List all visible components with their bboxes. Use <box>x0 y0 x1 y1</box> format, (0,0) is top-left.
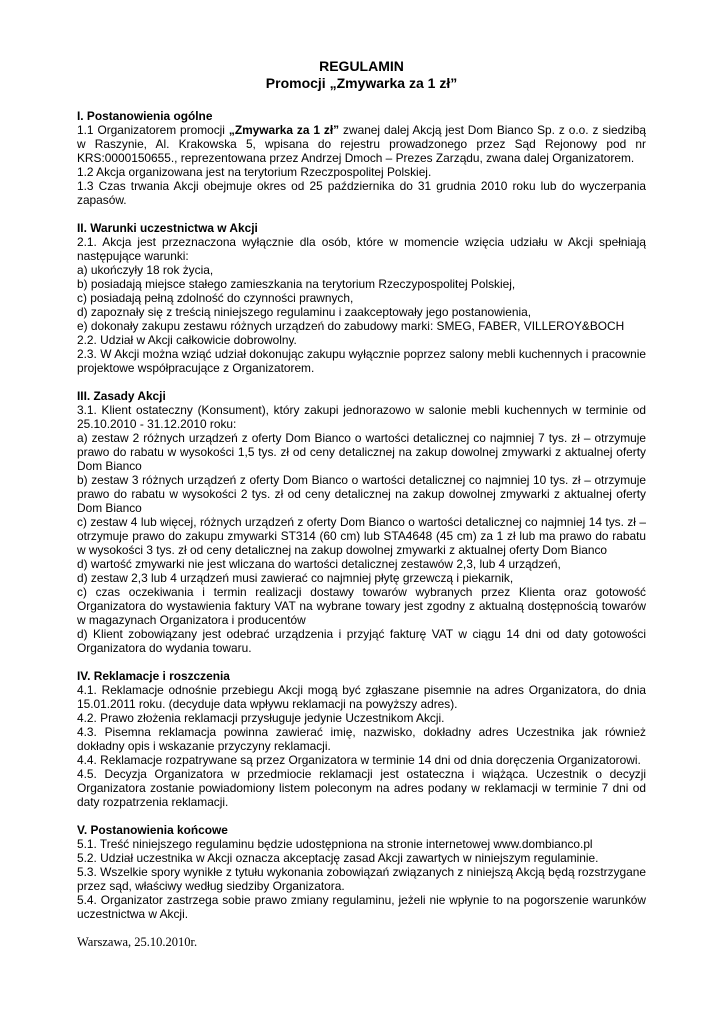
paragraph-1-1 <box>77 123 646 165</box>
section-heading: II. Warunki uczestnictwa w Akcji <box>77 221 258 235</box>
document-title-block <box>77 58 646 92</box>
list-item-e: e) dokonały zakupu zestawu różnych urządzeń do zabudowy marki: SMEG, FABER, VILLEROY&BOCH <box>77 319 625 333</box>
section-heading: IV. Reklamacje i roszczenia <box>77 669 230 683</box>
list-item-a: a) zestaw 2 różnych urządzeń z oferty Dom Bianco o wartości detalicznej co najmniej 7 tys. zł – otrzymuje prawo do rabatu w wysokości 1,5 tys. zł od ceny detalicznej na zakup dowolnej zmywarki z aktualnej oferty Dom Bianco <box>77 431 646 473</box>
paragraph-5-2: 5.2. Udział uczestnika w Akcji oznacza akceptację zasad Akcji zawartych w niniejszym regulaminie. <box>77 851 599 865</box>
list-item-d: d) wartość zmywarki nie jest wliczana do wartości detalicznej zestawów 2,3, lub 4 urządzeń, <box>77 557 561 571</box>
paragraph-5-4: 5.4. Organizator zastrzega sobie prawo zmiany regulaminu, jeżeli nie wpłynie to na pogorszenie warunków uczestnictwa w Akcji. <box>77 893 646 921</box>
paragraph-1-2: 1.2 Akcja organizowana jest na terytorium Rzeczpospolitej Polskiej. <box>77 165 432 179</box>
paragraph-4-4: 4.4. Reklamacje rozpatrywane są przez Organizatora w terminie 14 dni od dnia doręczenia Organizatorowi. <box>77 753 641 767</box>
list-item-d: d) zestaw 2,3 lub 4 urządzeń musi zawierać co najmniej płytę grzewczą i piekarnik, <box>77 571 514 585</box>
paragraph-2-3: 2.3. W Akcji można wziąć udział dokonując zakupu wyłącznie poprzez salony mebli kuchennych i pracownie projektowe współpracujące z Organizatorem. <box>77 347 646 375</box>
section-final-provisions <box>77 823 646 921</box>
paragraph-text: 1.1 Organizatorem promocji <box>77 123 229 137</box>
list-item-c: c) posiadają pełną zdolność do czynności prawnych, <box>77 291 354 305</box>
section-participation-conditions <box>77 221 646 375</box>
section-heading: III. Zasady Akcji <box>77 389 166 403</box>
paragraph-2-1: 2.1. Akcja jest przeznaczona wyłącznie dla osób, które w momencie wzięcia udziału w Akcji spełniają następujące warunki: <box>77 235 646 263</box>
list-item-a: a) ukończyły 18 rok życia, <box>77 263 214 277</box>
paragraph-5-3: 5.3. Wszelkie spory wynikłe z tytułu wykonania zobowiązań związanych z niniejszą Akcją będą rozstrzygane przez sąd, właściwy według siedziby Organizatora. <box>77 865 646 893</box>
paragraph-4-3: 4.3. Pisemna reklamacja powinna zawierać imię, nazwisko, dokładny adres Uczestnika jak również dokładny opis i wskazanie przyczyny reklamacji. <box>77 725 646 753</box>
section-heading: V. Postanowienia końcowe <box>77 823 228 837</box>
paragraph-2-2: 2.2. Udział w Akcji całkowicie dobrowolny. <box>77 333 297 347</box>
section-heading: I. Postanowienia ogólne <box>77 109 213 123</box>
paragraph-3-1: 3.1. Klient ostateczny (Konsument), który zakupi jednorazowo w salonie mebli kuchennych w terminie od 25.10.2010 - 31.12.2010 roku: <box>77 403 646 431</box>
list-item-c: c) zestaw 4 lub więcej, różnych urządzeń z oferty Dom Bianco o wartości detalicznej co najmniej 14 tys. zł – otrzymuje prawo do zakupu zmywarki ST314 (60 cm) lub STA4648 (45 cm) za 1 zł lub ma prawo do rabatu w wysokości 3 tys. zł od ceny detalicznej na zakup dowolnej zmywarki z aktualnej oferty Dom Bianco <box>77 515 646 557</box>
document-page <box>77 58 646 949</box>
list-item-d: d) Klient zobowiązany jest odebrać urządzenia i przyjąć fakturę VAT w ciągu 14 dni od daty gotowości Organizatora do wydania towaru. <box>77 627 646 655</box>
document-title: REGULAMIN <box>319 58 404 74</box>
document-subtitle: Promocji „Zmywarka za 1 zł” <box>265 75 458 91</box>
section-general-provisions <box>77 109 646 207</box>
paragraph-5-1: 5.1. Treść niniejszego regulaminu będzie udostępniona na stronie internetowej www.dombianco.pl <box>77 837 593 851</box>
promotion-name: „Zmywarka za 1 zł” <box>228 123 340 137</box>
paragraph-4-5: 4.5. Decyzja Organizatora w przedmiocie reklamacji jest ostateczna i wiążąca. Uczestnik o decyzji Organizatora zostanie powiadomiony listem poleconym na adres podany w reklamacji w terminie 7 dni od daty rozpatrzenia reklamacji. <box>77 767 646 809</box>
list-item-d: d) zapoznały się z treścią niniejszego regulaminu i zaakceptowały jego postanowienia, <box>77 305 532 319</box>
list-item-b: b) zestaw 3 różnych urządzeń z oferty Dom Bianco o wartości detalicznej co najmniej 10 tys. zł – otrzymuje prawo do rabatu w wysokości 2 tys. zł od ceny detalicznej na zakup dowolnej zmywarki z aktualnej oferty Dom Bianco <box>77 473 646 515</box>
paragraph-4-2: 4.2. Prawo złożenia reklamacji przysługuje jedynie Uczestnikom Akcji. <box>77 711 445 725</box>
paragraph-4-1: 4.1. Reklamacje odnośnie przebiegu Akcji mogą być zgłaszane pisemnie na adres Organizatora, do dnia 15.01.2011 roku. (decyduje data wpływu reklamacji na powyższy adres). <box>77 683 646 711</box>
list-item-c: c) czas oczekiwania i termin realizacji dostawy towarów wybranych przez Klienta oraz gotowość Organizatora do wystawienia faktury VAT na wybrane towary jest zgodny z aktualną dostępnością towarów w magazynach Organizatora i producentów <box>77 585 646 627</box>
section-promotion-rules <box>77 389 646 655</box>
paragraph-text: zwanej dalej Akcją jest Dom Bianco Sp. z o.o. z siedzibą w Raszynie, Al. Krakowska 5, wpisana do rejestru prowadzonego przez Sąd Rejonowy pod nr KRS:0000150655., reprezentowana przez Andrzej Dmoch – Prezes Zarządu, zwana dalej Organizatorem. <box>77 123 646 165</box>
list-item-b: b) posiadają miejsce stałego zamieszkania na terytorium Rzeczypospolitej Polskiej, <box>77 277 516 291</box>
section-complaints <box>77 669 646 809</box>
place-and-date: Warszawa, 25.10.2010r. <box>77 935 198 949</box>
paragraph-1-3: 1.3 Czas trwania Akcji obejmuje okres od 25 października do 31 grudnia 2010 roku lub do wyczerpania zapasów. <box>77 179 646 207</box>
